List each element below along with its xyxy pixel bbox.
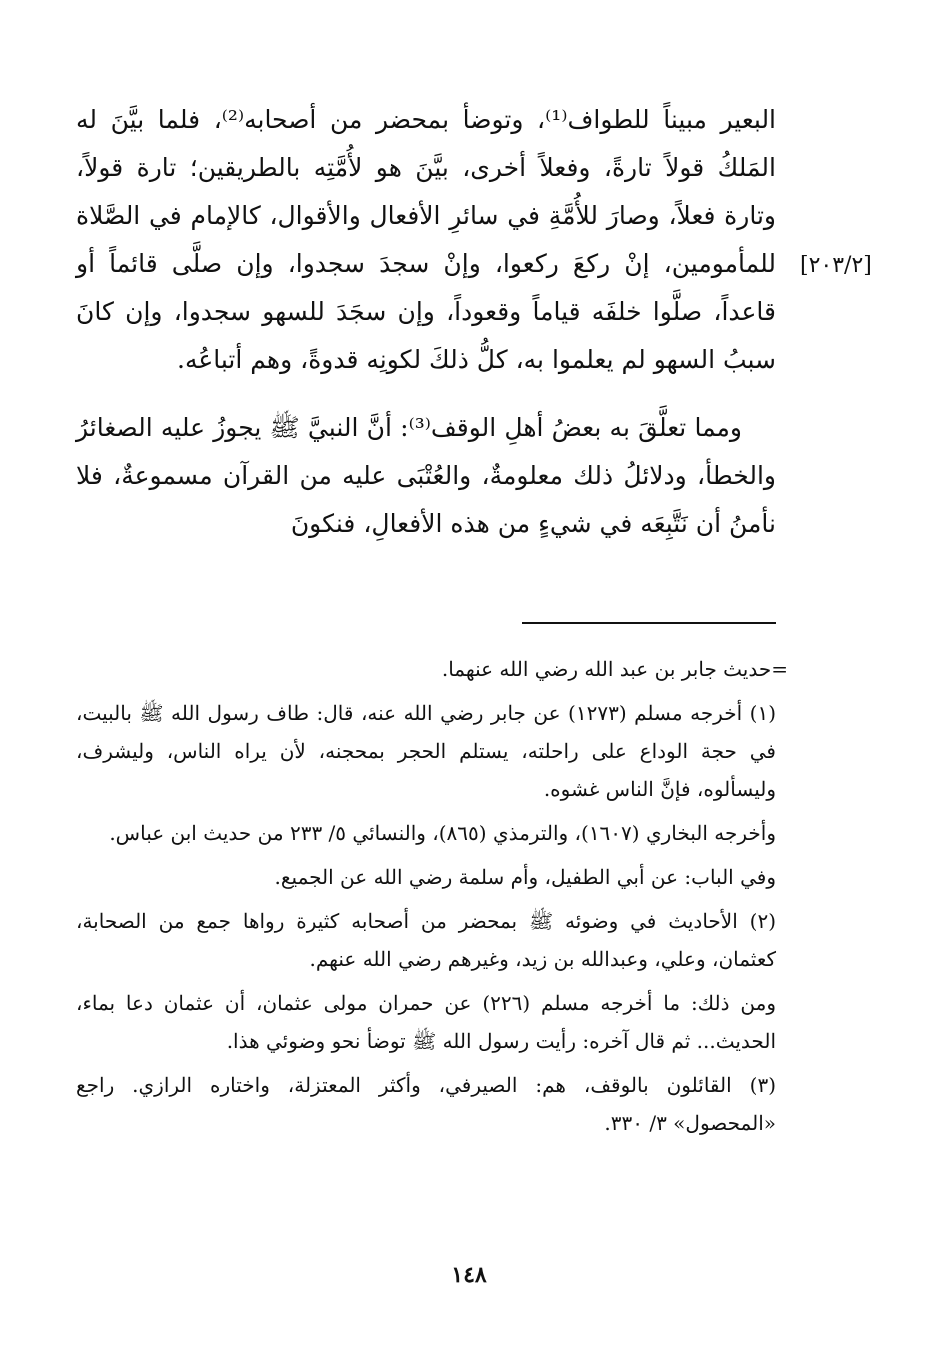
main-paragraph-1: البعير مبيناً للطواف⁽¹⁾، وتوضأ بمحضر من أصحابه⁽²⁾، فلما بيَّنَ له المَلكُ قولاً تارةً، وفعلاً أخرى، بيَّنَ هو لأُمَّتِه بالطريقين؛ تارة قولاً، وتارة فعلاً، وصارَ للأُمَّةِ في سائرِ الأفعال والأقوال، كالإمام في الصَّلاة للمأمومين، إنْ ركعَ ركعوا، وإنْ سجدَ سجدوا، وإن صلَّى قائماً أو قاعداً، صلَّوا خلفَه قياماً وقعوداً، وإن سجَدَ للسهو سجدوا، وإن كانَ سببُ السهو لم يعلموا به، كلُّ ذلكَ لكونِه قدوةً، وهم أتباعُه. bbox=[76, 105, 777, 374]
footnote-separator bbox=[522, 622, 776, 624]
footnote-2-part-2: ومن ذلك: ما أخرجه مسلم (٢٢٦) عن حمران مولى عثمان، أن عثمان دعا بماء، الحديث... ثم قال آخره: رأيت رسول الله ﷺ توضأ نحو وضوئي هذا. bbox=[76, 991, 776, 1053]
footnote-1: (١) أخرجه مسلم (١٢٧٣) عن جابر رضي الله عنه، قال: طاف رسول الله ﷺ بالبيت، في حجة الوداع على راحلته، يستلم الحجر بمحجنه، لأن يراه الناس، وليشرف، وليسألوه، فإنَّ الناس غشوه. bbox=[76, 701, 776, 801]
footnote-1-part-2: وأخرجه البخاري (١٦٠٧)، والترمذي (٨٦٥)، والنسائي ٥/ ٢٣٣ من حديث ابن عباس. bbox=[109, 821, 776, 845]
margin-reference: [٢٠٣/٢] bbox=[800, 253, 872, 278]
footnote-2: (٢) الأحاديث في وضوئه ﷺ بمحضر من أصحابه كثيرة رواها جمع من الصحابة، كعثمان، وعلي، وعبدالله بن زيد، وغيرهم رضي الله عنهم. bbox=[76, 909, 776, 971]
footnote-1-part-3: وفي الباب: عن أبي الطفيل، وأم سلمة رضي الله عن الجميع. bbox=[274, 865, 776, 889]
main-paragraph-2: ومما تعلَّقَ به بعضُ أهلِ الوقف⁽³⁾: أنَّ النبيَّ ﷺ يجوزُ عليه الصغائرُ والخطأ، ودلائلُ ذلك معلومةٌ، والعُتْبَى عليه من القرآن مسموعةٌ، فلا نأمنُ أن نَتَّبِعَه في شيءٍ من هذه الأفعالِ، فنكونَ bbox=[76, 413, 776, 538]
main-text bbox=[76, 96, 776, 548]
page-number: ١٤٨ bbox=[451, 1262, 487, 1288]
footnote-3: (٣) القائلون بالوقف، هم: الصيرفي، وأكثر المعتزلة، واختاره الرازي. راجع «المحصول» ٣/ ٣٣٠. bbox=[76, 1073, 776, 1135]
footnote-continuation: =حديث جابر بن عبد الله رضي الله عنهما. bbox=[441, 657, 788, 681]
footnotes bbox=[76, 650, 788, 1148]
